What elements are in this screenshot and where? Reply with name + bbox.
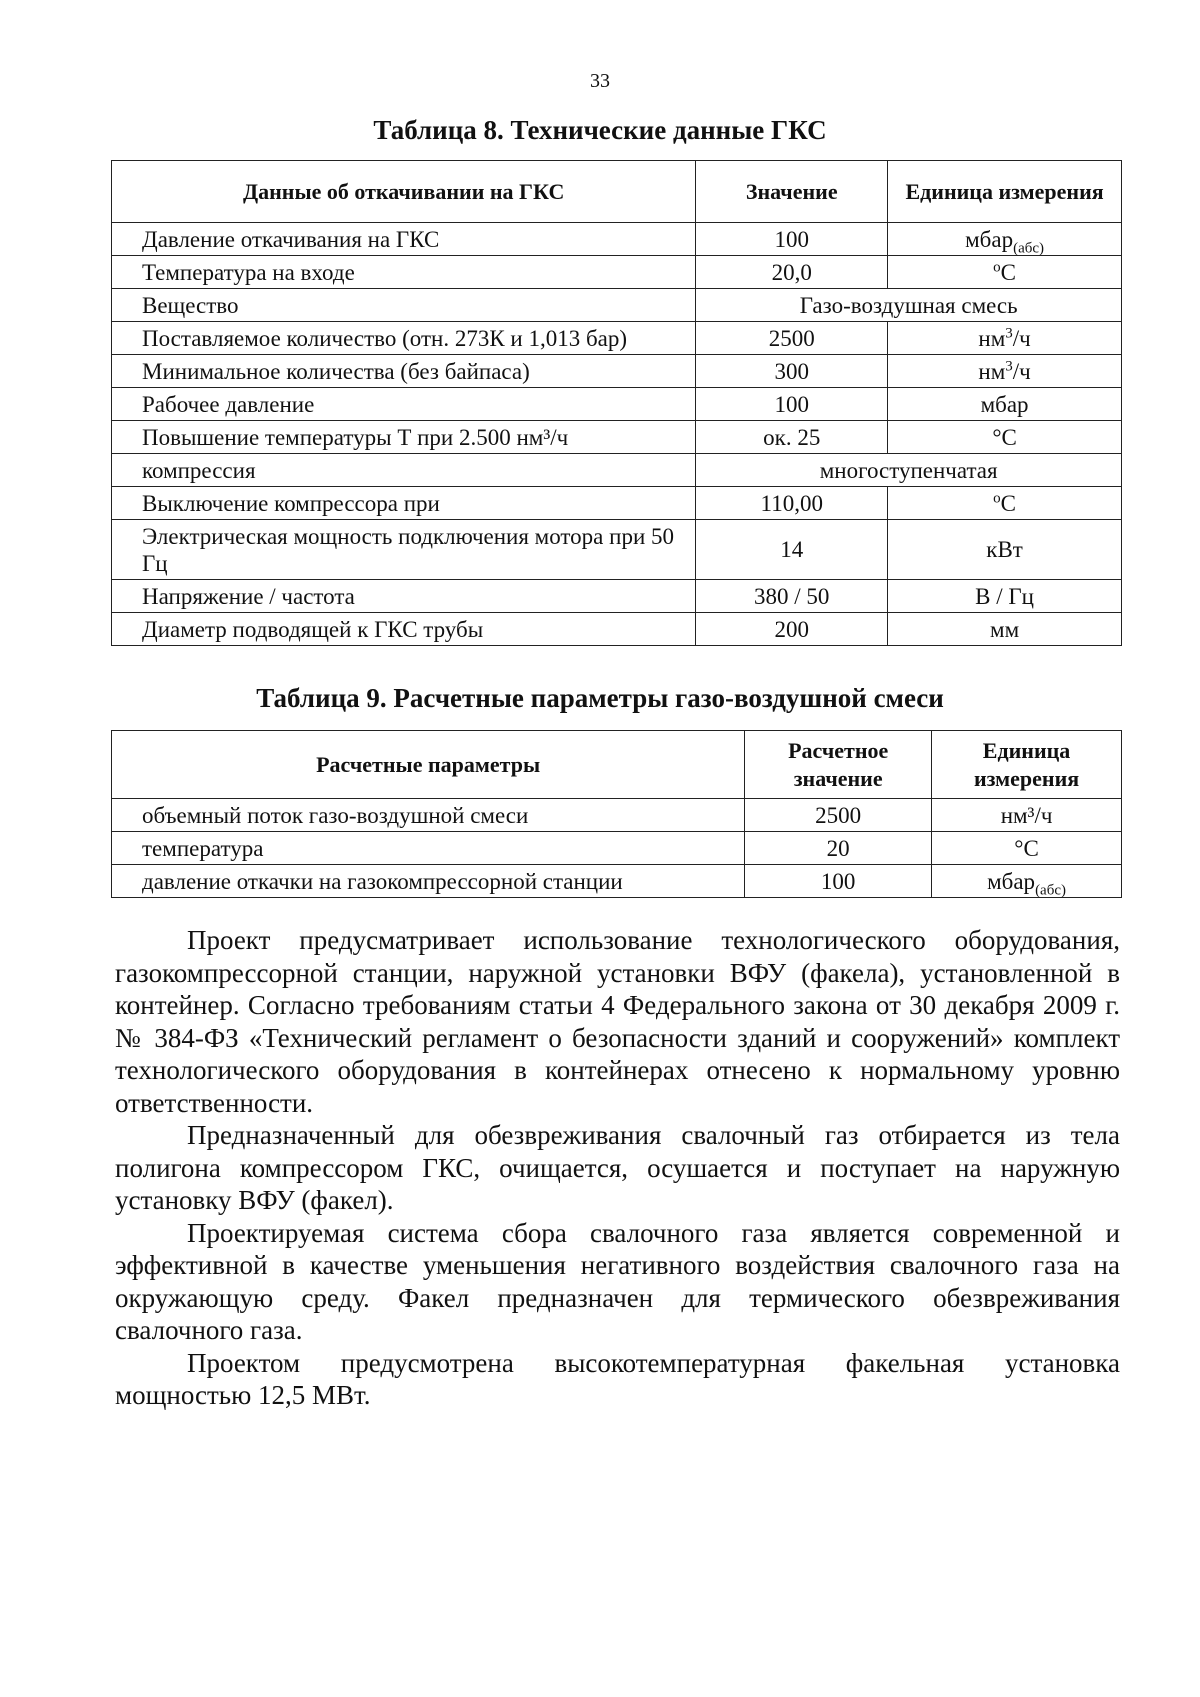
unit-tail: /ч (1012, 325, 1031, 351)
table9-header-value: Расчетное значение (745, 731, 932, 799)
table-row (112, 832, 1122, 865)
row-name: Температура на входе (112, 256, 696, 289)
row-value: 380 / 50 (696, 580, 888, 613)
row-name: Давление откачивания на ГКС (112, 223, 696, 256)
row-name: температура (112, 832, 745, 865)
row-unit: В / Гц (888, 580, 1122, 613)
page-number: 33 (590, 70, 610, 92)
row-value: 110,00 (696, 487, 888, 520)
row-unit: нм³/ч (932, 799, 1122, 832)
table-row (112, 355, 1122, 388)
table8-header-value: Значение (696, 161, 888, 223)
row-name: компрессия (112, 454, 696, 487)
table-row (112, 613, 1122, 646)
table-row (112, 421, 1122, 454)
row-unit: °C (888, 421, 1122, 454)
row-name: Напряжение / частота (112, 580, 696, 613)
table9-header-unit: Единица измерения (932, 731, 1122, 799)
row-value: 200 (696, 613, 888, 646)
row-value: 20,0 (696, 256, 888, 289)
row-name: Выключение компрессора при (112, 487, 696, 520)
row-name: давление откачки на газокомпрессорной станции (112, 865, 745, 898)
table8 (111, 160, 1122, 646)
row-unit: °C (932, 832, 1122, 865)
table9 (111, 730, 1122, 898)
table9-header-param: Расчетные параметры (112, 731, 745, 799)
unit-sub: (абс) (1035, 882, 1066, 899)
body-text (115, 924, 1120, 1412)
unit-sub: (абс) (1013, 240, 1045, 257)
row-unit (888, 256, 1122, 289)
row-name: Минимальное количества (без байпаса) (112, 355, 696, 388)
unit-main: C (1000, 490, 1016, 516)
row-name: объемный поток газо-воздушной смеси (112, 799, 745, 832)
row-value: 2500 (696, 322, 888, 355)
row-unit (888, 223, 1122, 256)
row-value: 100 (696, 223, 888, 256)
table9-header-row (112, 731, 1122, 799)
row-name: Электрическая мощность подключения мотора при 50 Гц (112, 520, 696, 580)
row-name: Диаметр подводящей к ГКС трубы (112, 613, 696, 646)
table8-title: Таблица 8. Технические данные ГКС (373, 115, 827, 145)
row-unit (888, 487, 1122, 520)
row-value: ок. 25 (696, 421, 888, 454)
row-unit: мм (888, 613, 1122, 646)
row-value: 100 (696, 388, 888, 421)
unit-sup: o (993, 258, 1001, 275)
row-merged-value: Газо-воздушная смесь (696, 289, 1122, 322)
paragraph: Проектируемая система сбора свалочного газа является современной и эффективной в качестве уменьшения негативного воздействия свалочного газа на окружающую среду. Факел предназначен для термического обезвреживания свалочного газа. (115, 1217, 1120, 1345)
row-unit: мбар (888, 388, 1122, 421)
unit-sup: 3 (1005, 324, 1013, 341)
row-unit (888, 355, 1122, 388)
unit-main: мбар (987, 868, 1036, 894)
paragraph: Предназначенный для обезвреживания свалочный газ отбирается из тела полигона компрессором ГКС, очищается, осушается и поступает на наружную установку ВФУ (факел). (115, 1120, 1120, 1215)
table-row (112, 799, 1122, 832)
row-value: 300 (696, 355, 888, 388)
table9-title: Таблица 9. Расчетные параметры газо-воздушной смеси (256, 683, 944, 713)
row-unit (932, 865, 1122, 898)
unit-sup: o (993, 489, 1001, 506)
unit-main: нм (978, 358, 1006, 384)
table-row (112, 322, 1122, 355)
table-row (112, 454, 1122, 487)
row-unit (888, 322, 1122, 355)
unit-tail: /ч (1012, 358, 1031, 384)
row-name: Поставляемое количество (отн. 273К и 1,013 бар) (112, 322, 696, 355)
unit-sup: 3 (1005, 357, 1013, 374)
row-name: Рабочее давление (112, 388, 696, 421)
paragraph: Проект предусматривает использование технологического оборудования, газокомпрессорной станции, наружной установки ВФУ (факела), установленной в контейнер. Согласно требованиям статьи 4 Федерального закона от 30 декабря 2009 г. № 384-ФЗ «Технический регламент о безопасности зданий и сооружений» комплект технологического оборудования в контейнерах отнесено к нормальному уровню ответственности. (115, 925, 1120, 1118)
paragraph: Проектом предусмотрена высокотемпературная факельная установка мощностью 12,5 МВт. (115, 1347, 1120, 1410)
row-value: 20 (745, 832, 932, 865)
table8-header-row (112, 161, 1122, 223)
row-name: Вещество (112, 289, 696, 322)
row-value: 2500 (745, 799, 932, 832)
table-row (112, 223, 1122, 256)
table-row (112, 256, 1122, 289)
unit-main: мбар (965, 226, 1014, 252)
table-row (112, 289, 1122, 322)
row-name: Повышение температуры Т при 2.500 нм³/ч (112, 421, 696, 454)
row-merged-value: многоступенчатая (696, 454, 1122, 487)
table-row (112, 520, 1122, 580)
table8-header-param: Данные об откачивании на ГКС (112, 161, 696, 223)
table8-header-unit: Единица измерения (888, 161, 1122, 223)
unit-main: нм (978, 325, 1006, 351)
row-value: 100 (745, 865, 932, 898)
row-value: 14 (696, 520, 888, 580)
row-unit: кВт (888, 520, 1122, 580)
table-row (112, 487, 1122, 520)
unit-main: C (1000, 259, 1016, 285)
table-row (112, 388, 1122, 421)
table-row (112, 580, 1122, 613)
table-row (112, 865, 1122, 898)
